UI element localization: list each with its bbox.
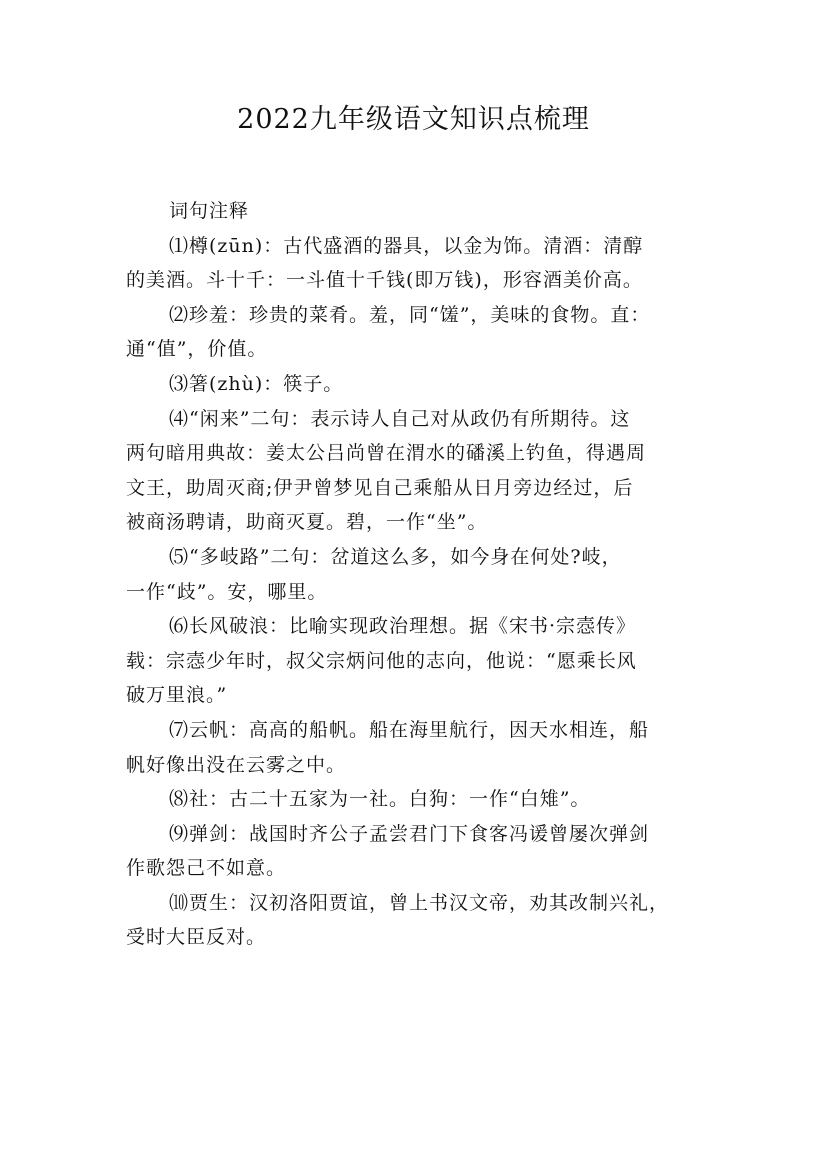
note-line: 一作“歧”。安，哪里。 (126, 580, 328, 603)
note-line: 的美酒。斗十千：一斗值十千钱(即万钱)，形容酒美价高。 (126, 269, 643, 292)
document-body (126, 194, 736, 955)
note-line: ⑽贾生：汉初洛阳贾谊，曾上书汉文帝，劝其改制兴礼， (169, 891, 670, 914)
note-line: ⑴樽(zūn)：古代盛酒的器具，以金为饰。清酒：清醇 (169, 234, 644, 257)
section-heading: 词句注释 (169, 200, 250, 222)
note-line: ⑺云帆：高高的船帆。船在海里航行，因天水相连，船 (169, 718, 650, 741)
note-line: 受时大臣反对。 (126, 926, 267, 949)
note-line: 文王，助周灭商;伊尹曾梦见自己乘船从日月旁边经过，后 (126, 476, 634, 499)
note-line: ⑸“多岐路”二句：岔道这么多，如今身在何处?岐， (169, 545, 622, 568)
note-line: 被商汤聘请，助商灭夏。碧，一作“坐”。 (126, 511, 488, 534)
note-line: ⑻社：古二十五家为一社。白狗：一作“白雉”。 (169, 788, 591, 811)
note-line: ⑼弹剑：战国时齐公子孟尝君门下食客冯谖曾屡次弹剑 (169, 822, 650, 845)
note-line: 帆好像出没在云雾之中。 (126, 753, 347, 776)
note-line: 载：宗悫少年时，叔父宗炳问他的志向，他说：“愿乘长风 (126, 649, 637, 672)
note-line: ⑹长风破浪：比喻实现政治理想。据《宋书·宗悫传》 (169, 615, 637, 638)
note-line: ⑵珍羞：珍贵的菜肴。羞，同“馐”，美味的食物。直： (169, 303, 651, 326)
note-line: ⑶箸(zhù)：筷子。 (169, 372, 344, 395)
note-line: 通“值”，价值。 (126, 338, 268, 361)
note-line: 破万里浪。” (126, 684, 228, 707)
note-line: ⑷“闲来”二句：表示诗人自己对从政仍有所期待。这 (169, 407, 631, 430)
document-title: 2022九年级语文知识点梳理 (237, 104, 590, 135)
note-line: 作歌怨己不如意。 (126, 857, 287, 880)
note-line: 两句暗用典故：姜太公吕尚曾在渭水的磻溪上钓鱼，得遇周 (126, 442, 647, 465)
